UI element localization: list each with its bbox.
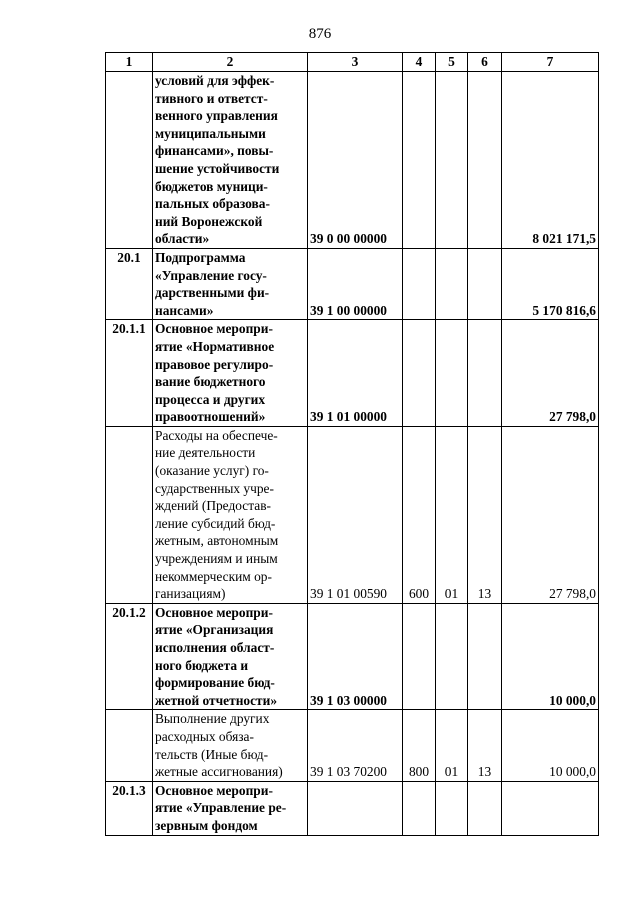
row-name <box>153 72 308 249</box>
row-col6 <box>468 781 502 835</box>
row-col5: 01 <box>436 710 468 781</box>
row-col4: 600 <box>403 426 436 603</box>
row-name-text: Подпрограмма «Управление госу- дарственными фи- нансами» <box>155 249 270 318</box>
row-name-text: Выполнение других расходных обяза- тельств (Иные бюд- жетные ассигнования) <box>155 711 283 780</box>
row-number <box>106 72 153 249</box>
row-col6: 13 <box>468 710 502 781</box>
row-sum: 10 000,0 <box>502 710 599 781</box>
budget-table <box>105 52 599 836</box>
row-col6 <box>468 320 502 427</box>
row-col6 <box>468 248 502 319</box>
row-name <box>153 710 308 781</box>
header-cell: 4 <box>403 53 436 72</box>
header-row <box>106 53 599 72</box>
row-sum <box>502 781 599 835</box>
row-name-text: Основное меропри- ятие «Организация исполнения област- ного бюджета и формирование бюд- жетной отчетности» <box>155 604 278 708</box>
row-code: 39 1 01 00590 <box>308 426 403 603</box>
row-col4 <box>403 603 436 710</box>
row-sum: 27 798,0 <box>502 320 599 427</box>
row-col5: 01 <box>436 426 468 603</box>
row-name-text: Основное меропри- ятие «Нормативное правовое регулиро- вание бюджетного процесса и других правоотношений» <box>155 321 275 425</box>
row-name <box>153 603 308 710</box>
row-name <box>153 426 308 603</box>
header-cell: 2 <box>153 53 308 72</box>
row-sum: 10 000,0 <box>502 603 599 710</box>
row-col5 <box>436 248 468 319</box>
row-col6 <box>468 603 502 710</box>
row-number: 20.1.1 <box>106 320 153 427</box>
table-row <box>106 781 599 835</box>
table-row <box>106 72 599 249</box>
row-col6: 13 <box>468 426 502 603</box>
table-row <box>106 320 599 427</box>
row-code: 39 0 00 00000 <box>308 72 403 249</box>
row-col5 <box>436 781 468 835</box>
row-sum: 5 170 816,6 <box>502 248 599 319</box>
table-row <box>106 248 599 319</box>
row-name-text: Основное меропри- ятие «Управление ре- зервным фондом <box>155 782 287 833</box>
header-cell: 3 <box>308 53 403 72</box>
header-cell: 1 <box>106 53 153 72</box>
row-col5 <box>436 603 468 710</box>
row-number: 20.1 <box>106 248 153 319</box>
row-name <box>153 781 308 835</box>
row-col4 <box>403 248 436 319</box>
row-col5 <box>436 320 468 427</box>
page-number: 876 <box>308 26 332 42</box>
row-code <box>308 781 403 835</box>
row-sum: 8 021 171,5 <box>502 72 599 249</box>
row-col6 <box>468 72 502 249</box>
row-code: 39 1 01 00000 <box>308 320 403 427</box>
row-col4 <box>403 72 436 249</box>
table-row <box>106 426 599 603</box>
row-number: 20.1.3 <box>106 781 153 835</box>
table-row <box>106 710 599 781</box>
row-sum: 27 798,0 <box>502 426 599 603</box>
row-col5 <box>436 72 468 249</box>
row-number <box>106 426 153 603</box>
header-cell: 6 <box>468 53 502 72</box>
row-name <box>153 248 308 319</box>
row-col4: 800 <box>403 710 436 781</box>
header-cell: 7 <box>502 53 599 72</box>
row-code: 39 1 03 70200 <box>308 710 403 781</box>
row-name-text: Расходы на обеспече- ние деятельности (оказание услуг) го- сударственных учре- ждений (Предостав- ление субсидий бюд- жетным, автономным учреждениям и иным некоммерческим ор- ганизациям) <box>155 427 279 602</box>
row-code: 39 1 00 00000 <box>308 248 403 319</box>
row-col4 <box>403 320 436 427</box>
header-cell: 5 <box>436 53 468 72</box>
row-code: 39 1 03 00000 <box>308 603 403 710</box>
row-name-text: условий для эффек- тивного и ответст- венного управления муниципальными финансами», повы- шение устойчивости бюджетов муници- пальных образова- ний Воронежской области» <box>155 73 280 247</box>
row-col4 <box>403 781 436 835</box>
row-name <box>153 320 308 427</box>
row-number <box>106 710 153 781</box>
row-number: 20.1.2 <box>106 603 153 710</box>
table-row <box>106 603 599 710</box>
